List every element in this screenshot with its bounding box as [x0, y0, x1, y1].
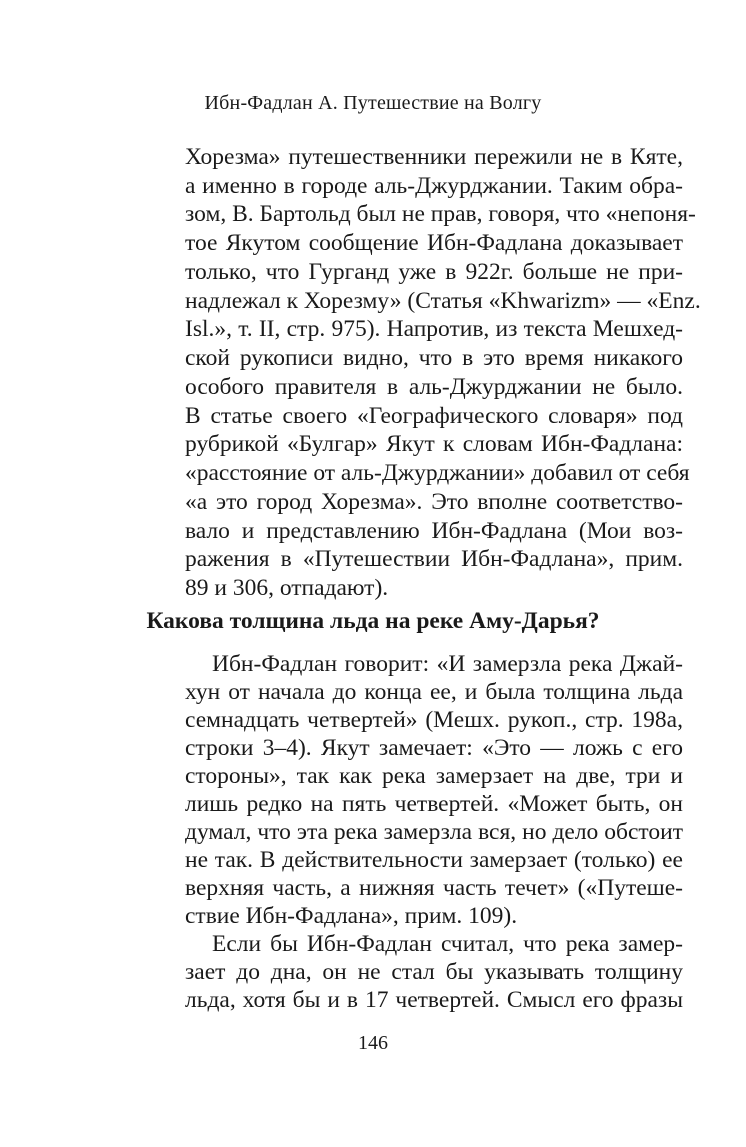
text-line: «а это город Хорезма». Это вполне соответство- — [185, 488, 683, 515]
text-line: ражения в «Путешествии Ибн-Фадлана», прим. — [185, 546, 683, 573]
text-line: тое Якутом сообщение Ибн-Фадлана доказывает — [185, 230, 683, 257]
text-line: строки 3–4). Якут замечает: «Это — ложь с его — [185, 735, 683, 761]
text-line: надлежал к Хорезму» (Статья «Khwarizm» — «Enz. — [185, 287, 701, 314]
text-line: ствие Ибн-Фадлана», прим. 109). — [185, 903, 518, 929]
text-line: зает до дна, он не стал бы указывать толщину — [185, 959, 683, 985]
text-line: вало и представлению Ибн-Фадлана (Мои воз- — [185, 517, 683, 544]
text-line: хун от начала до конца ее, и была толщина льда — [185, 679, 683, 705]
text-line: ской рукописи видно, что в это время никакого — [185, 345, 683, 372]
text-line: не так. В действительности замерзает (только) ее — [185, 847, 683, 873]
text-line: а именно в городе аль-Джурджании. Таким обра- — [185, 172, 683, 199]
text-line: верхняя часть, а нижняя часть течет» («Путеше- — [185, 875, 683, 901]
text-line: Isl.», т. II, стр. 975). Напротив, из текста Мешхед- — [185, 316, 683, 343]
text-line: В статье своего «Географического словаря» под — [185, 402, 683, 429]
text-line: стороны», так как река замерзает на две, три и — [185, 763, 683, 789]
text-line: зом, В. Бартольд был не прав, говоря, что «непоня- — [185, 201, 696, 228]
text-line: Если бы Ибн-Фадлан считал, что река замер- — [212, 931, 683, 957]
text-line: думал, что эта река замерзла вся, но дело обстоит — [185, 819, 683, 845]
text-line: «расстояние от аль-Джурджании» добавил от себя — [185, 460, 690, 487]
text-line: Ибн-Фадлан говорит: «И замерзла река Джай- — [212, 651, 683, 677]
text-line: рубрикой «Булгар» Якут к словам Ибн-Фадлана: — [185, 431, 683, 458]
text-line: особого правителя в аль-Джурджании не было. — [185, 373, 683, 400]
text-line: только, что Гурганд уже в 922г. больше не при- — [185, 258, 683, 285]
text-line: Хорезма» путешественники пережили не в Кяте, — [185, 144, 683, 170]
section-heading: Какова толщина льда на реке Аму-Дарья? — [146, 608, 600, 634]
text-line: льда, хотя бы и в 17 четвертей. Смысл его фразы — [185, 987, 683, 1013]
text-line: лишь редко на пять четвертей. «Может быть, он — [185, 791, 683, 817]
text-line: семнадцать четвертей» (Мешх. рукоп., стр. 198а, — [185, 707, 683, 733]
running-head: Ибн-Фадлан А. Путешествие на Волгу — [204, 92, 542, 114]
text-line: 89 и 306, отпадают). — [185, 575, 389, 601]
page-number: 146 — [358, 1032, 388, 1054]
